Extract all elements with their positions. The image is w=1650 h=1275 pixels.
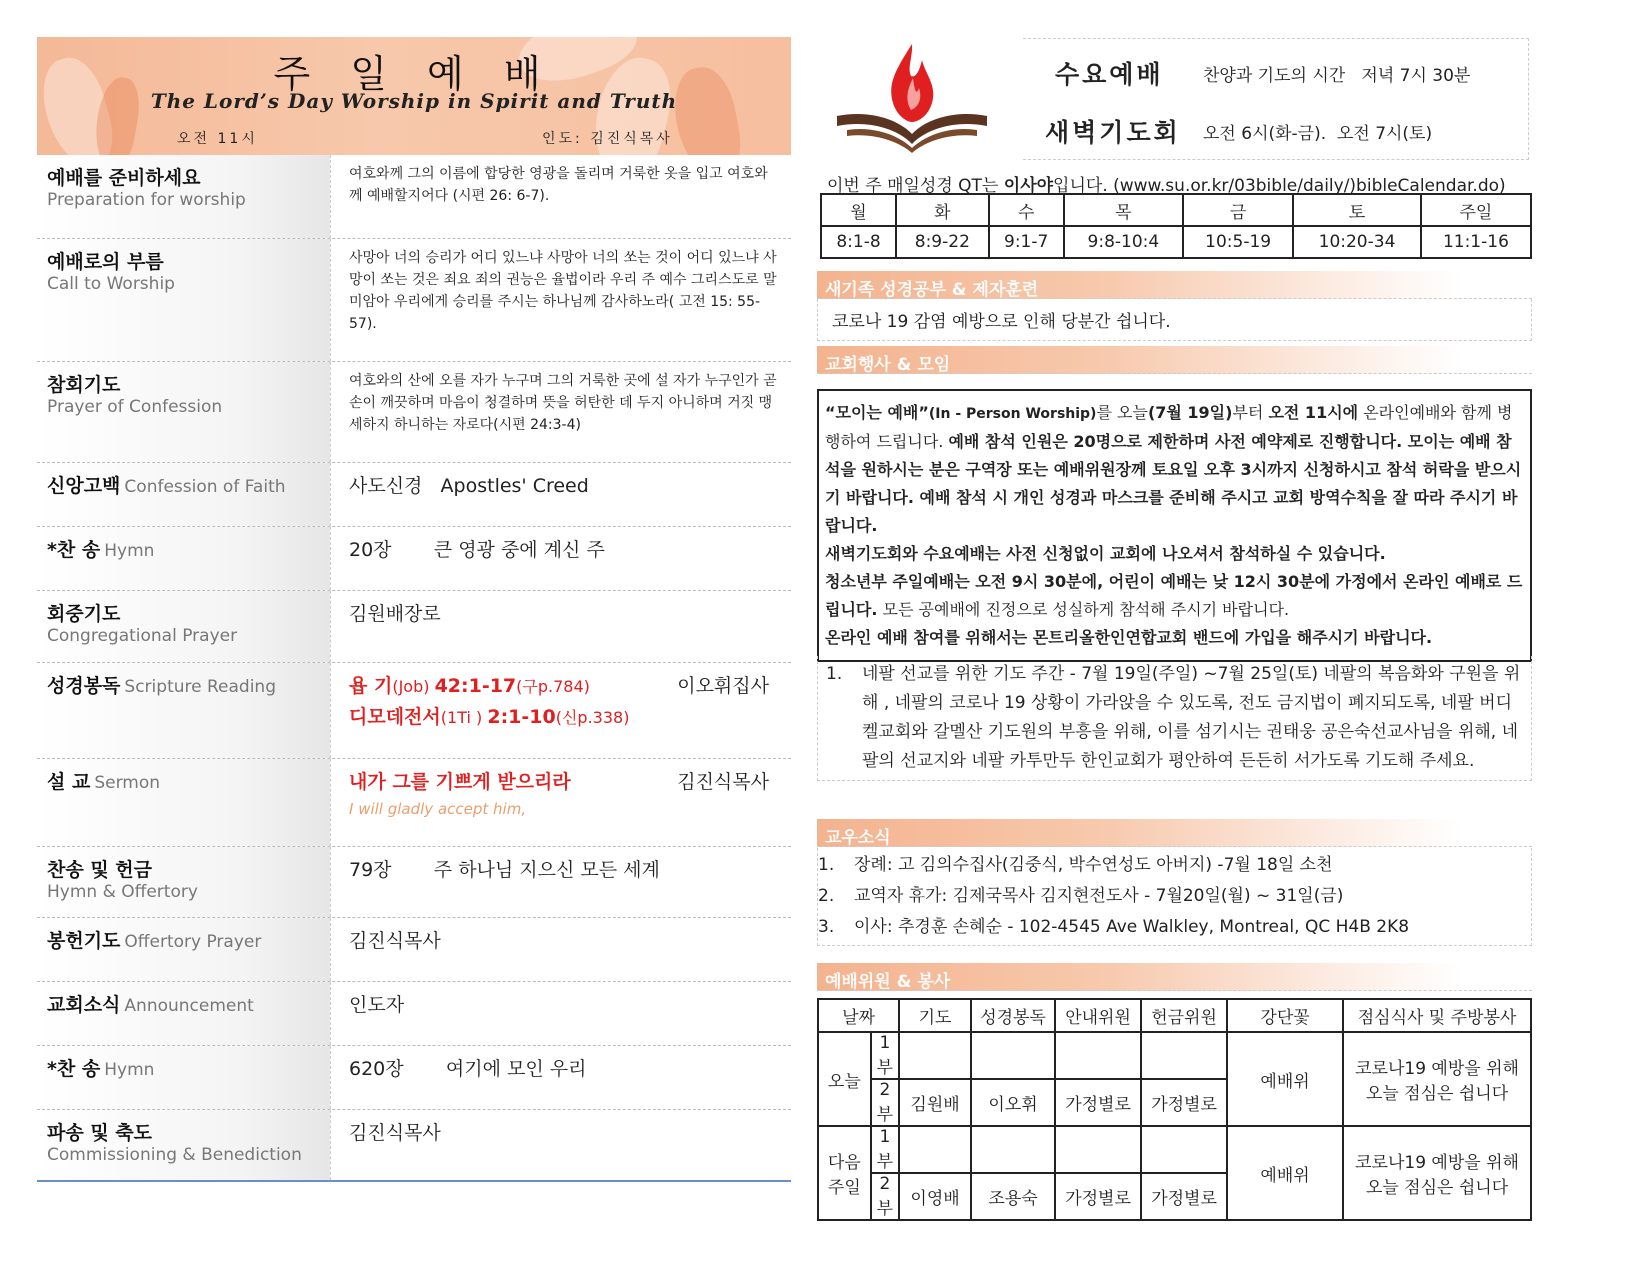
list-item xyxy=(818,912,1531,943)
duty-cell: 이영배 xyxy=(899,1173,971,1220)
news-text: 장례: 고 김의수집사(김중식, 박수연성도 아버지) -7월 18일 소천 xyxy=(854,855,1333,875)
weekday-services xyxy=(1023,38,1529,160)
duty-cell xyxy=(1055,1032,1141,1079)
qt-days-row xyxy=(821,194,1531,226)
notice-text: 청소년부 주일예배는 오전 9시 30분에, 어린이 예배는 낮 12시 30분에 가정에서 온라인 예배로 드립니다. xyxy=(825,572,1523,619)
list-number: 1. xyxy=(818,855,835,875)
list-number: 3. xyxy=(818,917,835,937)
section-header: 예배위원 & 봉사 xyxy=(817,963,1532,991)
duty-cell xyxy=(899,1126,971,1173)
notice-paragraph xyxy=(825,399,1524,540)
reading1-reader: 이오휘집사 xyxy=(677,675,769,697)
section-header: 교우소식 xyxy=(817,819,1532,847)
order-item-content: 여호와의 산에 오를 자가 누구며 그의 거룩한 곳에 설 자가 누구인가 곧 손이 깨끗하며 마음이 청결하며 뜻을 허탄한 데 두지 아니하며 거짓 맹세하지 하니하는 자로다(시편 24:3-4) xyxy=(349,373,777,433)
qt-ref: 10:5-19 xyxy=(1183,226,1293,258)
duty-service: 1부 xyxy=(871,1032,899,1079)
duty-cell xyxy=(899,1032,971,1079)
order-item-en: Congregational Prayer xyxy=(47,626,238,646)
qt-refs-row xyxy=(821,226,1531,258)
order-row xyxy=(37,591,791,663)
section-header: 새기족 성경공부 & 제자훈련 xyxy=(817,271,1532,299)
reading1-page: (구p.784) xyxy=(516,677,590,696)
duty-service: 2부 xyxy=(871,1079,899,1126)
order-item-ko: *찬 송 xyxy=(47,539,101,561)
reading2-en: (1Ti ) xyxy=(440,708,488,727)
order-item-en: Scripture Reading xyxy=(124,677,276,697)
qt-day: 목 xyxy=(1064,194,1183,226)
order-item-ko: 봉헌기도 xyxy=(47,930,121,952)
order-item-ko: 찬송 및 헌금 xyxy=(47,859,152,881)
order-row xyxy=(37,1046,791,1110)
duty-lunch: 코로나19 예방을 위해 오늘 점심은 쉽니다 xyxy=(1343,1032,1531,1126)
list-number: 1. xyxy=(826,664,843,684)
order-item-en: Call to Worship xyxy=(47,274,175,294)
notice-text: 온라인예배와 함께 병행하여 드립니다. xyxy=(825,403,1513,451)
order-item-ko: 교회소식 xyxy=(47,994,121,1016)
sunday-worship-header xyxy=(37,37,791,155)
order-item-en: Offertory Prayer xyxy=(124,932,262,952)
duty-header: 성경봉독 xyxy=(971,999,1055,1032)
duty-header: 점심식사 및 주방봉사 xyxy=(1343,999,1531,1032)
list-item xyxy=(818,850,1531,881)
qt-ref: 10:20-34 xyxy=(1293,226,1421,258)
list-number: 2. xyxy=(818,886,835,906)
duty-cell: 이오휘 xyxy=(971,1079,1055,1126)
notice-text: (7월 19일) xyxy=(1147,403,1233,422)
sermon-title-en: I will gladly accept him, xyxy=(349,800,527,818)
duty-cell xyxy=(971,1126,1055,1173)
order-item-ko: 회중기도 xyxy=(47,603,121,625)
duty-flower: 예배위 xyxy=(1227,1032,1343,1126)
section-header: 교회행사 & 모임 xyxy=(817,346,1532,374)
news-text: 이사: 추경훈 손혜순 - 102-4545 Ave Walkley, Montreal, QC H4B 2K8 xyxy=(854,917,1410,937)
duty-cell xyxy=(971,1032,1055,1079)
notice-text: 온라인 예배 참여를 위해서는 몬트리올한인연합교회 밴드에 가입을 해주시기 바랍니다. xyxy=(825,628,1433,647)
order-item-en: Preparation for worship xyxy=(47,190,246,210)
notice-text: 를 오늘 xyxy=(1096,403,1148,422)
order-item-en: Commissioning & Benediction xyxy=(47,1145,302,1165)
order-item-content: 김원배장로 xyxy=(349,603,441,625)
duty-cell: 가정별로 xyxy=(1055,1173,1141,1220)
notice-paragraph xyxy=(825,624,1524,652)
order-item-content: 사망아 너의 승리가 어디 있느냐 사망아 너의 쏘는 것이 어디 있느냐 사망이 쏘는 것은 죄요 죄의 권능은 율법이라 우리 주 예수 그리스도로 말미암아 우리에게 승리를 주시는 하나님께 감사하노라( 고전 15: 55-57). xyxy=(349,250,777,332)
notice-text: 새벽기도회와 수요예배는 사전 신청없이 교회에 나오셔서 참석하실 수 있습니다. xyxy=(825,544,1386,563)
scripture-reading-1 xyxy=(349,671,781,698)
duty-cell: 가정별로 xyxy=(1141,1173,1227,1220)
member-news-list xyxy=(817,848,1532,946)
qt-ref: 8:9-22 xyxy=(896,226,989,258)
qt-day: 금 xyxy=(1183,194,1293,226)
events-section xyxy=(817,346,1532,374)
order-item-ko: 파송 및 축도 xyxy=(47,1122,152,1144)
table-row xyxy=(818,1032,1531,1079)
notice-text: 부터 xyxy=(1232,403,1269,422)
order-item-en: Hymn xyxy=(104,1060,155,1080)
order-item-content: 인도자 xyxy=(349,994,405,1016)
order-item-content: 79장 주 하나님 지으신 모든 세계 xyxy=(349,859,660,881)
order-row xyxy=(37,982,791,1046)
order-item-en: Sermon xyxy=(94,773,161,793)
prayer-text: 네팔 선교를 위한 기도 주간 - 7월 19일(주일) ~7월 25일(토) 네팔의 복음화와 구원을 위해 , 네팔의 코로나 19 상황이 가라앉을 수 있도록, 전도 금지법이 폐지되도록, 네팔 버디켈교회와 갈멜산 기도원의 부흥을 위해, 이를 섬기시는 권태웅 공은숙선교사님을 위해, 네팔의 선교지와 네팔 카투만두 한인교회가 평안하여 든든히 서가도록 기도해 주세요. xyxy=(862,664,1521,771)
qt-table xyxy=(820,193,1532,259)
order-row xyxy=(37,463,791,527)
duty-header: 헌금위원 xyxy=(1141,999,1227,1032)
duty-cell xyxy=(1055,1126,1141,1173)
order-row xyxy=(37,239,791,362)
order-row xyxy=(37,759,791,847)
order-row xyxy=(37,155,791,239)
qt-day: 주일 xyxy=(1421,194,1531,226)
sunday-worship-order xyxy=(37,37,791,1182)
duty-header: 날짜 xyxy=(818,999,899,1032)
qt-suffix: 입니다. (www.su.or.kr/03bible/daily/)bibleCalendar.do) xyxy=(1053,176,1506,196)
qt-day: 월 xyxy=(821,194,896,226)
dawn-prayer-title: 새벽기도회 xyxy=(1045,118,1181,147)
notice-text: 모든 공예배에 진정으로 성실하게 참석해 주시기 바랍니다. xyxy=(877,600,1290,619)
qt-ref: 11:1-16 xyxy=(1421,226,1531,258)
wednesday-service-title: 수요예배 xyxy=(1055,60,1164,89)
qt-prefix: 이번 주 매일성경 QT는 xyxy=(827,176,1004,196)
duty-header-row xyxy=(818,999,1531,1032)
duty-service: 1부 xyxy=(871,1126,899,1173)
qt-book: 이사야 xyxy=(1003,176,1054,196)
order-item-en: Hymn xyxy=(104,541,155,561)
reading1-en: (Job) xyxy=(392,677,435,696)
duty-cell: 가정별로 xyxy=(1141,1079,1227,1126)
worship-notice-box xyxy=(817,389,1532,662)
list-item xyxy=(818,881,1531,912)
order-item-ko: 참회기도 xyxy=(47,374,121,396)
reading1-book: 욥 기 xyxy=(349,675,393,697)
duty-section xyxy=(817,963,1532,991)
order-row xyxy=(37,847,791,918)
table-row xyxy=(818,1126,1531,1173)
wednesday-service-desc: 찬양과 기도의 시간 저녁 7시 30분 xyxy=(1203,66,1471,86)
reading2-book: 디모데전서 xyxy=(349,706,441,728)
member-news-section xyxy=(817,819,1532,847)
duty-header: 강단꽃 xyxy=(1227,999,1343,1032)
order-item-ko: 성경봉독 xyxy=(47,675,121,697)
preacher: 김진식목사 xyxy=(677,771,769,793)
order-item-content: 김진식목사 xyxy=(349,930,441,952)
order-row xyxy=(37,527,791,591)
reading2-ref: 2:1-10 xyxy=(487,706,556,728)
notice-text: “모이는 예배” xyxy=(825,403,929,422)
qt-day: 화 xyxy=(896,194,989,226)
worship-time: 오전 11시 xyxy=(177,131,258,147)
qt-day: 수 xyxy=(989,194,1064,226)
prayer-request xyxy=(817,656,1532,781)
dawn-prayer-desc: 오전 6시(화-금). 오전 7시(토) xyxy=(1203,124,1433,144)
order-item-ko: 설 교 xyxy=(47,771,91,793)
news-text: 교역자 휴가: 김제국목사 김지현전도사 - 7월20일(월) ~ 31일(금) xyxy=(854,886,1344,906)
sermon-title: 내가 그를 기쁘게 받으리라 xyxy=(349,771,571,793)
notice-paragraph xyxy=(825,540,1524,568)
qt-ref: 9:1-7 xyxy=(989,226,1064,258)
order-row xyxy=(37,918,791,982)
qt-ref: 8:1-8 xyxy=(821,226,896,258)
page-title: 주 일 예 배 xyxy=(273,52,555,96)
order-item-ko: 예배를 준비하세요 xyxy=(47,167,201,189)
duty-date: 오늘 xyxy=(818,1032,871,1126)
duty-cell: 김원배 xyxy=(899,1079,971,1126)
qt-ref: 9:8-10:4 xyxy=(1064,226,1183,258)
worship-leader: 인도: 김진식목사 xyxy=(542,131,673,147)
order-item-content: 20장 큰 영광 중에 계신 주 xyxy=(349,539,605,561)
duty-header: 기도 xyxy=(899,999,971,1032)
order-item-en: Hymn & Offertory xyxy=(47,882,198,902)
order-row xyxy=(37,663,791,759)
order-item-content: 김진식목사 xyxy=(349,1122,441,1144)
duty-service: 2부 xyxy=(871,1173,899,1220)
notice-text: (In - Person Worship) xyxy=(928,406,1097,422)
qt-day: 토 xyxy=(1293,194,1421,226)
order-item-ko: *찬 송 xyxy=(47,1058,101,1080)
duty-cell: 가정별로 xyxy=(1055,1079,1141,1126)
order-item-en: Announcement xyxy=(124,996,254,1016)
order-row xyxy=(37,1110,791,1182)
order-item-content: 사도신경 Apostles' Creed xyxy=(349,475,589,497)
duty-cell: 조용숙 xyxy=(971,1173,1055,1220)
order-item-ko: 예배로의 부름 xyxy=(47,251,164,273)
duty-lunch: 코로나19 예방을 위해 오늘 점심은 쉽니다 xyxy=(1343,1126,1531,1220)
notice-paragraph xyxy=(825,568,1524,624)
order-item-en: Confession of Faith xyxy=(124,477,286,497)
section-text: 코로나 19 감염 예방으로 인해 당분간 쉽니다. xyxy=(817,299,1532,341)
order-row xyxy=(37,362,791,463)
order-item-ko: 신앙고백 xyxy=(47,475,121,497)
duty-table xyxy=(817,998,1532,1221)
notice-text: 오전 11시에 xyxy=(1268,403,1359,422)
duty-date: 다음 주일 xyxy=(818,1126,871,1220)
duty-cell xyxy=(1141,1126,1227,1173)
church-logo-icon xyxy=(827,38,997,153)
scripture-reading-2 xyxy=(349,702,781,729)
duty-cell xyxy=(1141,1032,1227,1079)
duty-header: 안내위원 xyxy=(1055,999,1141,1032)
order-item-content: 여호와께 그의 이름에 합당한 영광을 돌리며 거룩한 옷을 입고 여호와께 예배할지어다 (시편 26: 6-7). xyxy=(349,166,768,204)
order-item-en: Prayer of Confession xyxy=(47,397,223,417)
duty-flower: 예배위 xyxy=(1227,1126,1343,1220)
reading2-page: (신p.338) xyxy=(555,708,630,727)
reading1-ref: 42:1-17 xyxy=(434,675,517,697)
order-item-content: 620장 여기에 모인 우리 xyxy=(349,1058,587,1080)
bible-study-section xyxy=(817,271,1532,341)
notice-text: 예배 참석 인원은 20명으로 제한하며 사전 예약제로 진행합니다. 모이는 예배 참석을 원하시는 분은 구역장 또는 예배위원장께 토요일 오후 3시까지 신청하시고 참석 허락을 받으시기 바랍니다. 예배 참석 시 개인 성경과 마스크를 준비해 주시고 교회 방역수칙을 잘 따라 주시기 바랍니다. xyxy=(825,432,1522,535)
page-subtitle: The Lord’s Day Worship in Spirit and Truth xyxy=(150,89,678,113)
